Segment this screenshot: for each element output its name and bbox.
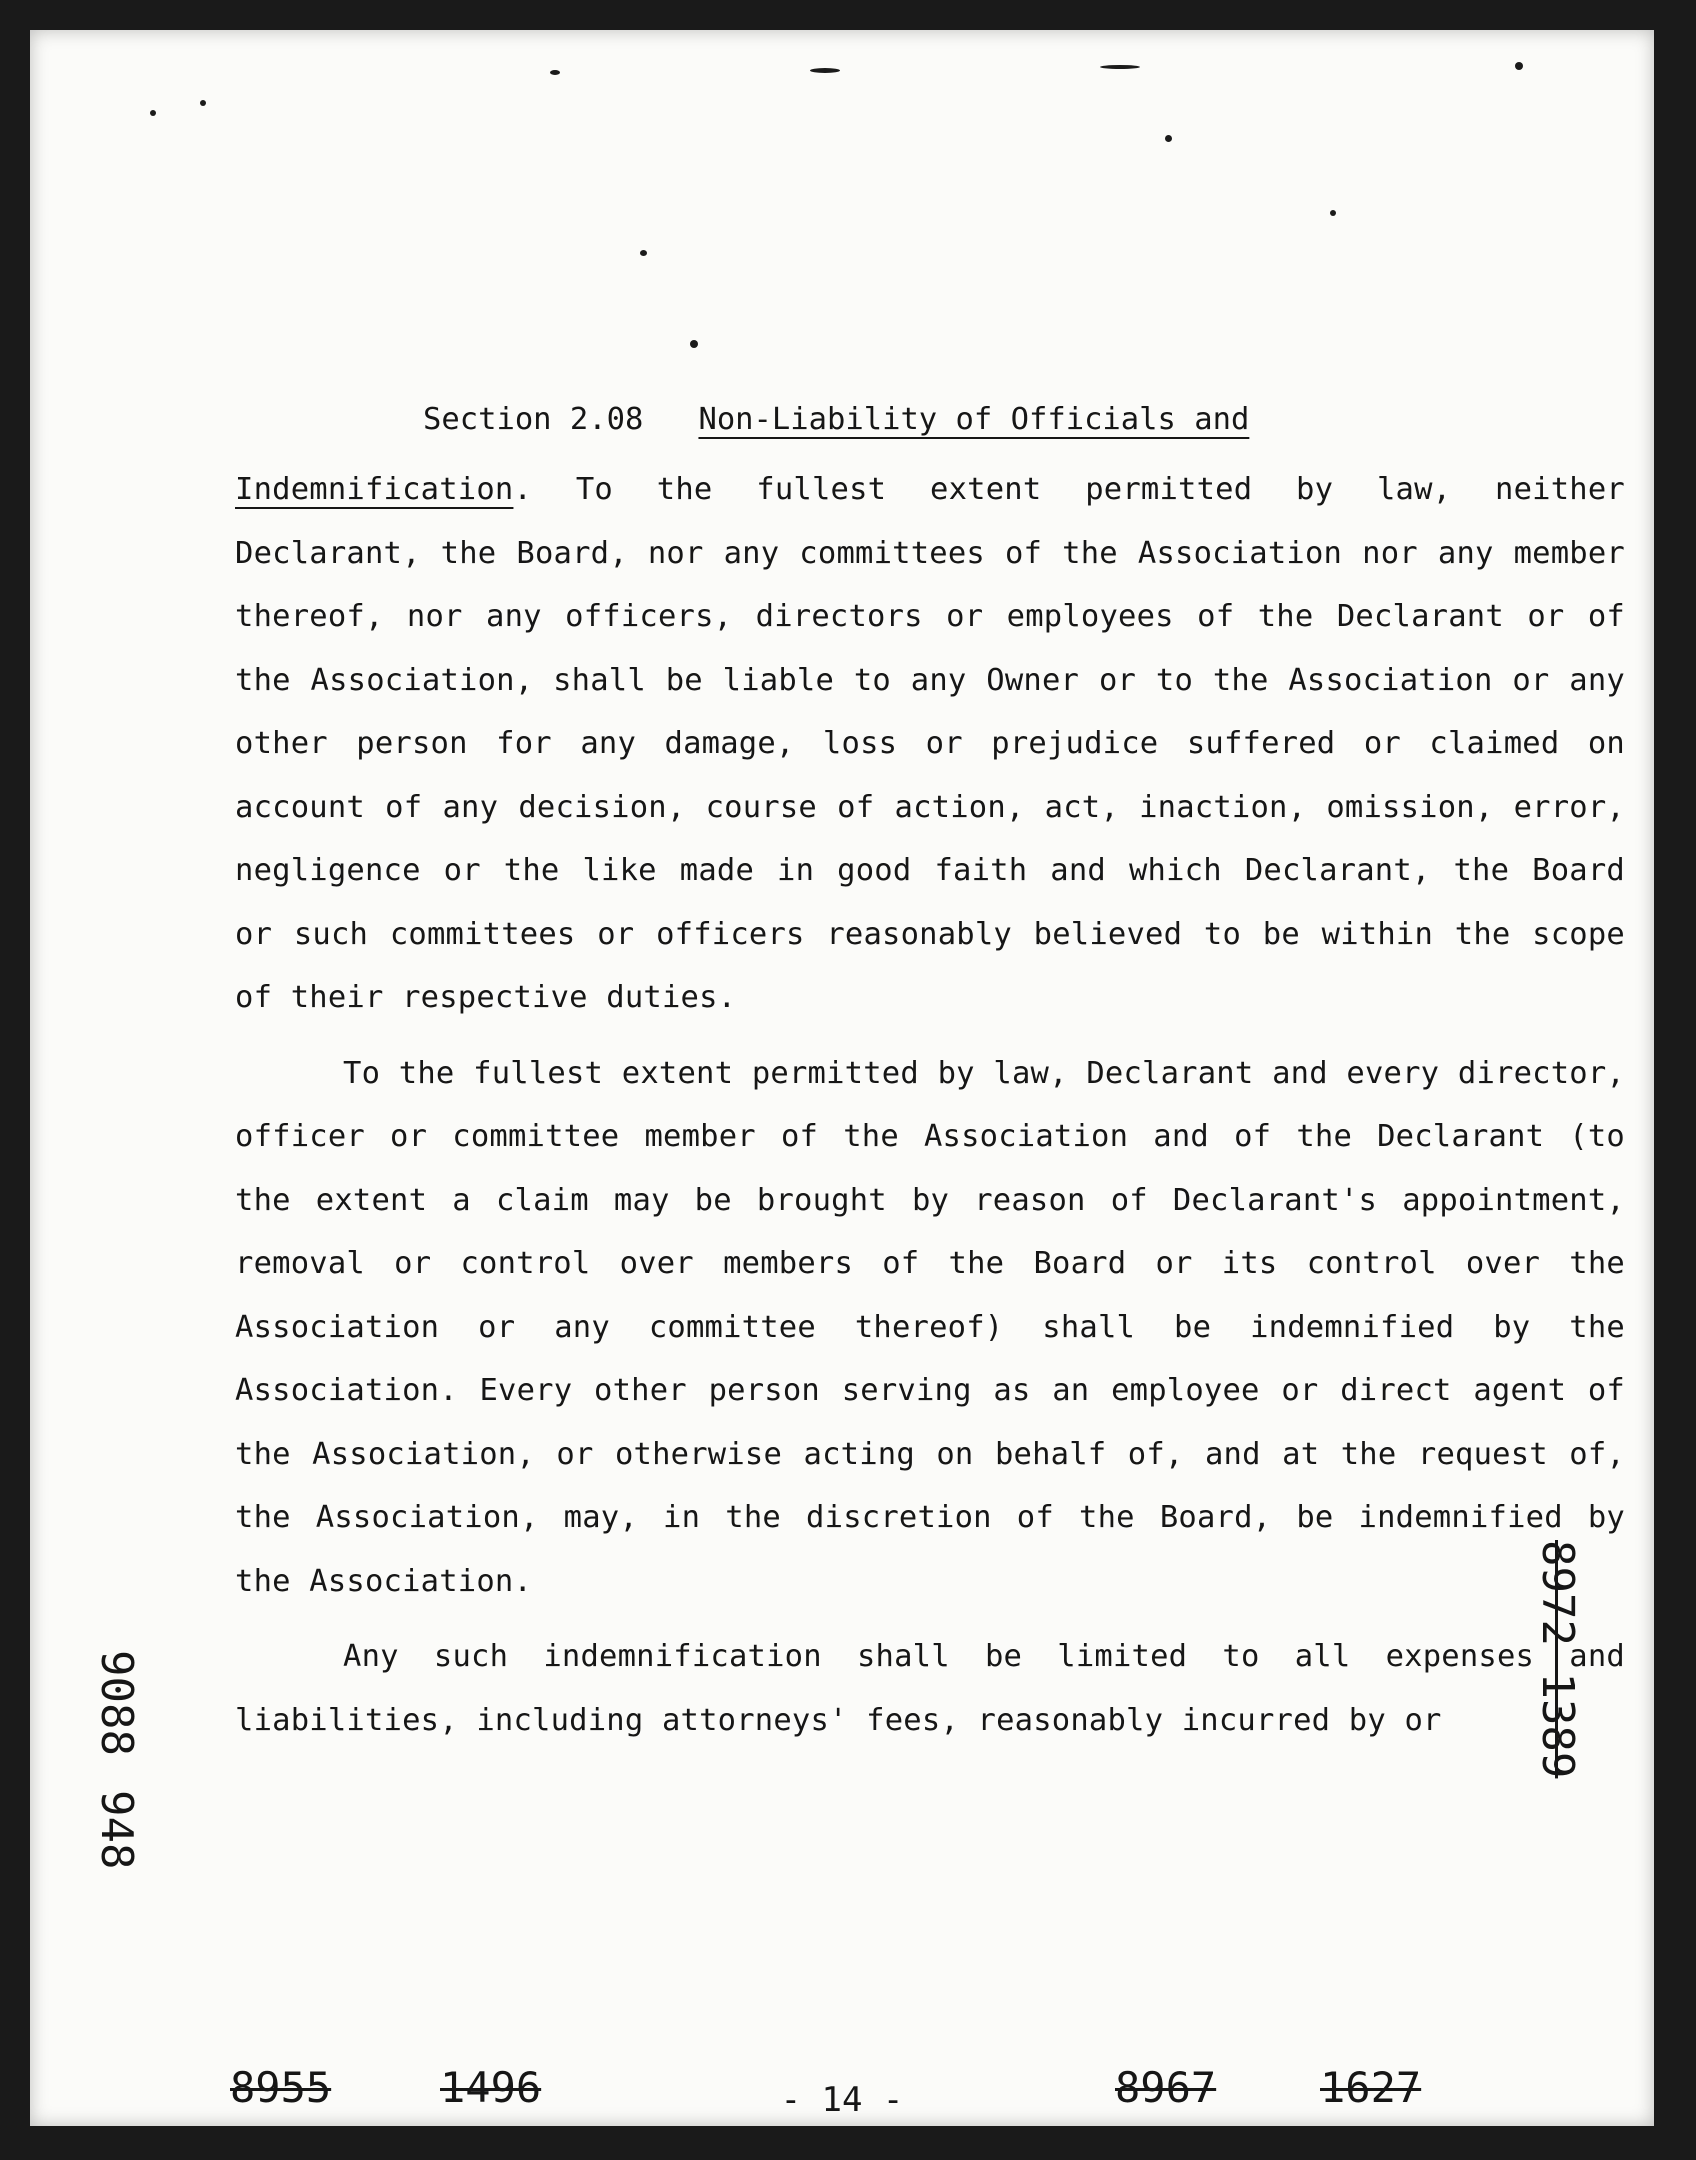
section-title-line2: Indemnification	[235, 472, 514, 507]
scan-speck	[1330, 210, 1336, 216]
scan-speck	[150, 110, 156, 116]
paragraph-1-text: To the fullest extent permitted by law, neither Declarant, the Board, nor any committees of the Association nor any member thereof, nor any officers, directors or employees of the Declarant or of the Association, shall be liable to any Owner or to the Association or any other person for any damage, loss or prejudice suffered or claimed on account of any decision, course of action, act, inaction, omission, error, negligence or the like made in good faith and which Declarant, the Board or such committees or officers reasonably believed to be within the scope of their respective duties.	[235, 472, 1625, 1015]
section-title-end: .	[513, 472, 533, 507]
section-title-line1: Non-Liability of Officials and	[698, 402, 1250, 437]
scan-speck	[550, 70, 560, 75]
scan-speck	[200, 100, 206, 106]
scan-speck	[690, 340, 698, 348]
body-text	[235, 395, 1625, 1752]
footer-stamp-left-a: 8955	[230, 2063, 332, 2112]
section-label: Section 2.08	[423, 402, 644, 437]
page-number: - 14 -	[780, 2080, 904, 2120]
scan-speck	[810, 68, 840, 73]
paragraph-2: To the fullest extent permitted by law, Declarant and every director, officer or committee member of the Association and of the Declarant (to the extent a claim may be brought by reason of Declarant's appointment, removal or control over members of the Board or its control over the Association or any committee thereof) shall be indemnified by the Association. Every other person serving as an employee or direct agent of the Association, or otherwise acting on behalf of, and at the request of, the Association, may, in the discretion of the Board, be indemnified by the Association.	[235, 1055, 1625, 1599]
footer-stamp-left-b: 1496	[440, 2063, 542, 2112]
scan-speck	[1165, 135, 1172, 142]
scan-speck	[1515, 62, 1523, 70]
paragraph-1	[235, 458, 1625, 1030]
scan-speck	[640, 250, 647, 256]
footer-stamp-right-b: 1627	[1320, 2063, 1422, 2112]
margin-stamp-right: 8972 1389	[1532, 1540, 1583, 1779]
paragraph-3: Any such indemnification shall be limited to all expenses and liabilities, including attorneys' fees, reasonably incurred by or	[235, 1639, 1625, 1738]
footer-stamp-right-a: 8967	[1115, 2063, 1217, 2112]
document-page	[30, 30, 1654, 2126]
margin-stamp-left-bottom: 948	[91, 1790, 142, 1870]
scan-speck	[1100, 65, 1140, 69]
margin-stamp-left-top: 9088	[91, 1650, 142, 1756]
